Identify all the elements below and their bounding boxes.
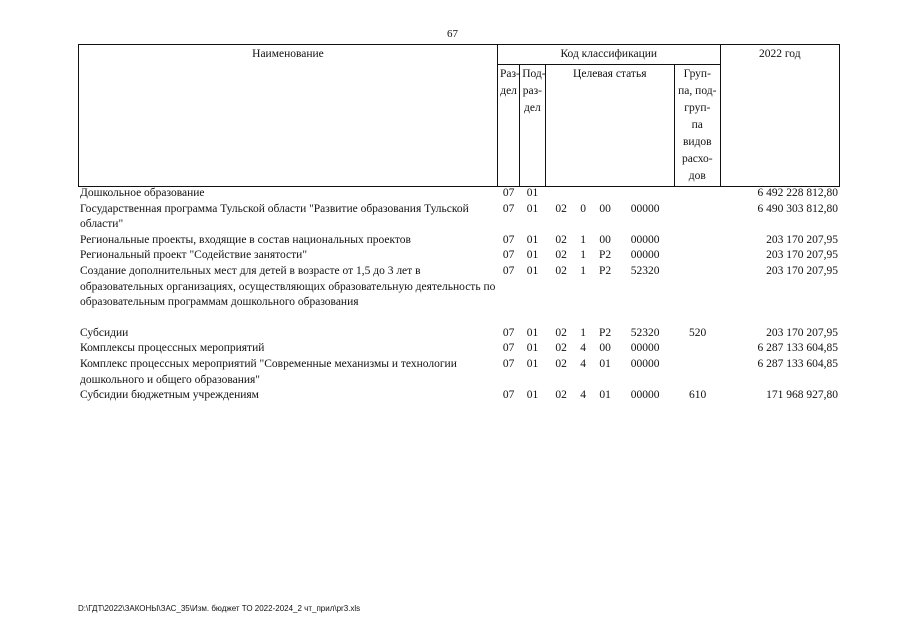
row-tselevaya-t1: 02 bbox=[555, 233, 567, 246]
row-tselevaya-t1: 02 bbox=[555, 264, 567, 277]
row-tselevaya-t2: 1 bbox=[580, 233, 586, 246]
row-tselevaya-t2: 4 bbox=[580, 357, 586, 370]
row-tselevaya bbox=[545, 233, 675, 249]
table-row bbox=[78, 264, 840, 311]
row-tselevaya-t4: 00000 bbox=[630, 357, 660, 370]
row-tselevaya-t3: 00 bbox=[599, 202, 611, 215]
row-tselevaya bbox=[545, 357, 675, 388]
row-gruppa bbox=[675, 341, 721, 357]
row-tselevaya-t4: 00000 bbox=[630, 202, 660, 215]
row-razdel: 07 bbox=[502, 202, 515, 215]
row-tselevaya-t3: 00 bbox=[599, 233, 611, 246]
row-gruppa: 520 bbox=[688, 326, 707, 339]
row-gruppa bbox=[675, 233, 721, 249]
row-tselevaya-t3: 01 bbox=[599, 357, 611, 370]
row-tselevaya-t1: 02 bbox=[555, 326, 567, 339]
row-amount: 203 170 207,95 bbox=[766, 249, 838, 262]
row-gruppa: 610 bbox=[688, 389, 707, 402]
table-body bbox=[78, 186, 840, 404]
row-tselevaya-t3: P2 bbox=[599, 326, 612, 339]
row-tselevaya-t1: 02 bbox=[555, 342, 567, 355]
row-tselevaya-t4: 52320 bbox=[630, 326, 660, 339]
row-tselevaya-t3: P2 bbox=[599, 249, 612, 262]
row-razdel: 07 bbox=[502, 249, 515, 262]
row-tselevaya-t3: 01 bbox=[599, 389, 611, 402]
row-tselevaya bbox=[545, 202, 675, 233]
header-year: 2022 год bbox=[720, 45, 839, 187]
row-name: Субсидии bbox=[80, 326, 129, 339]
row-podrazdel: 01 bbox=[526, 249, 539, 262]
row-podrazdel: 01 bbox=[526, 342, 539, 355]
header-tselevaya: Целевая статья bbox=[545, 65, 675, 187]
row-amount: 203 170 207,95 bbox=[766, 326, 838, 339]
row-tselevaya bbox=[545, 186, 675, 202]
row-tselevaya bbox=[545, 311, 675, 342]
header-name: Наименование bbox=[79, 45, 498, 187]
row-gruppa bbox=[675, 186, 721, 202]
row-podrazdel: 01 bbox=[526, 187, 539, 199]
row-gruppa bbox=[675, 264, 721, 311]
row-razdel: 07 bbox=[502, 389, 515, 402]
header-gruppa: Груп- па, под- груп- па видов расхо- дов bbox=[675, 65, 721, 187]
row-tselevaya-t2: 0 bbox=[580, 202, 586, 215]
row-name: Субсидии бюджетным учреждениям bbox=[80, 389, 259, 402]
row-name: Государственная программа Тульской области "Развитие образования Тульской области" bbox=[80, 202, 469, 231]
row-tselevaya bbox=[545, 388, 675, 404]
row-podrazdel: 01 bbox=[526, 202, 539, 215]
row-gruppa bbox=[675, 202, 721, 233]
row-amount: 6 287 133 604,85 bbox=[757, 357, 838, 370]
row-razdel: 07 bbox=[502, 342, 515, 355]
row-gruppa bbox=[675, 357, 721, 388]
row-razdel: 07 bbox=[502, 187, 515, 199]
table-row bbox=[78, 357, 840, 388]
row-tselevaya bbox=[545, 264, 675, 311]
row-tselevaya-t2: 4 bbox=[580, 389, 586, 402]
row-podrazdel: 01 bbox=[526, 233, 539, 246]
row-name: Региональные проекты, входящие в состав национальных проектов bbox=[80, 233, 411, 246]
row-amount: 171 968 927,80 bbox=[766, 389, 838, 402]
table-row bbox=[78, 311, 840, 342]
row-tselevaya-t4: 00000 bbox=[630, 389, 660, 402]
row-tselevaya-t4: 00000 bbox=[630, 233, 660, 246]
row-name: Комплексы процессных мероприятий bbox=[80, 342, 265, 355]
header-kod: Код классификации bbox=[497, 45, 720, 65]
row-tselevaya bbox=[545, 248, 675, 264]
row-name: Региональный проект "Содействие занятости" bbox=[80, 249, 308, 262]
row-tselevaya-t4: 00000 bbox=[630, 342, 660, 355]
row-amount: 6 287 133 604,85 bbox=[757, 342, 838, 355]
table-row bbox=[78, 186, 840, 202]
row-razdel: 07 bbox=[502, 326, 515, 339]
row-podrazdel: 01 bbox=[526, 326, 539, 339]
row-podrazdel: 01 bbox=[526, 264, 539, 277]
row-tselevaya-t1: 02 bbox=[555, 202, 567, 215]
row-name: Создание дополнительных мест для детей в возрасте от 1,5 до 3 лет в образовательных организациях, осуществляющих образовательную деятельность по образовательным программам дошкольного образования bbox=[80, 264, 496, 309]
row-razdel: 07 bbox=[502, 264, 515, 277]
header-podrazdel: Под- раз- дел bbox=[520, 65, 545, 187]
file-path-footer: D:\ГДТ\2022\ЗАКОНЫ\ЗАС_35\Изм. бюджет ТО 2022-2024_2 чт_прил\pr3.xls bbox=[78, 604, 361, 613]
row-tselevaya-t4: 00000 bbox=[630, 249, 660, 262]
row-gruppa bbox=[675, 248, 721, 264]
row-tselevaya-t2: 1 bbox=[580, 249, 586, 262]
table-row bbox=[78, 388, 840, 404]
row-tselevaya bbox=[545, 341, 675, 357]
table-row bbox=[78, 233, 840, 249]
header-razdel: Раз- дел bbox=[497, 65, 519, 187]
row-tselevaya-t4: 52320 bbox=[630, 264, 660, 277]
row-amount: 203 170 207,95 bbox=[766, 264, 838, 277]
row-amount: 6 490 303 812,80 bbox=[757, 202, 838, 215]
row-tselevaya-t1: 02 bbox=[555, 389, 567, 402]
row-amount: 6 492 228 812,80 bbox=[757, 187, 838, 199]
row-tselevaya-t1: 02 bbox=[555, 249, 567, 262]
table-row bbox=[78, 202, 840, 233]
row-amount: 203 170 207,95 bbox=[766, 233, 838, 246]
table-row bbox=[78, 248, 840, 264]
row-tselevaya-t2: 1 bbox=[580, 326, 586, 339]
row-tselevaya-t1: 02 bbox=[555, 357, 567, 370]
page-number: 67 bbox=[447, 28, 458, 40]
row-tselevaya-t3: 00 bbox=[599, 342, 611, 355]
table-row bbox=[78, 341, 840, 357]
table-header bbox=[78, 44, 840, 187]
row-razdel: 07 bbox=[502, 357, 515, 370]
row-tselevaya-t2: 4 bbox=[580, 342, 586, 355]
row-podrazdel: 01 bbox=[526, 357, 539, 370]
row-tselevaya-t3: P2 bbox=[599, 264, 612, 277]
row-name: Дошкольное образование bbox=[80, 187, 205, 199]
row-tselevaya-t2: 1 bbox=[580, 264, 586, 277]
row-razdel: 07 bbox=[502, 233, 515, 246]
row-name: Комплекс процессных мероприятий "Современные механизмы и технологии дошкольного и общего образования" bbox=[80, 357, 457, 386]
row-podrazdel: 01 bbox=[526, 389, 539, 402]
